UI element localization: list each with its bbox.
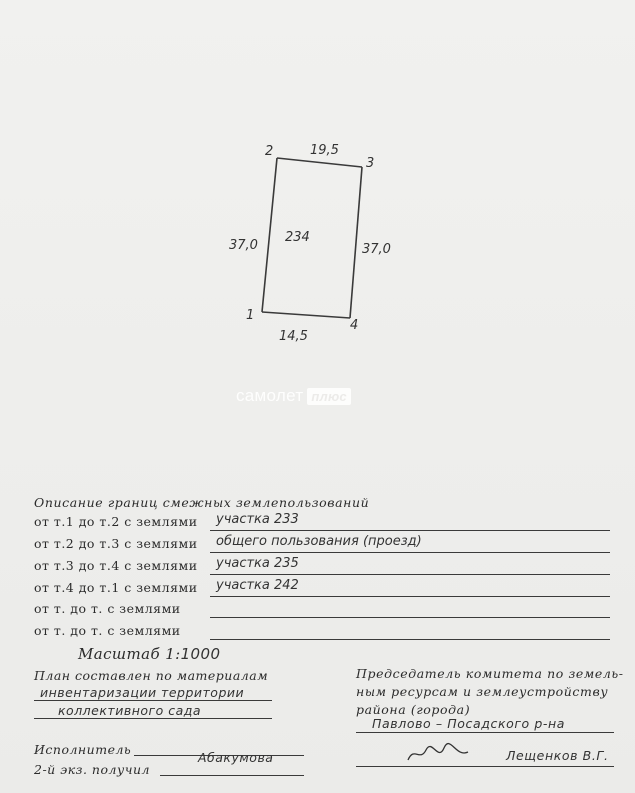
underline <box>210 530 610 531</box>
top-length-label: 19,5 <box>310 143 339 158</box>
boundary-row <box>34 623 614 643</box>
underline <box>356 766 614 767</box>
point-2-label: 2 <box>265 144 274 159</box>
boundary-row-prefix: от т.3 до т.4 с землями <box>34 558 198 573</box>
boundary-row <box>34 536 614 556</box>
underline <box>34 700 272 701</box>
executor-label: Исполнитель <box>34 742 132 757</box>
watermark-suffix: плюс <box>307 388 351 405</box>
point-1-label: 1 <box>246 308 255 323</box>
boundary-2-3 <box>277 158 362 167</box>
boundary-row-prefix: от т. до т. с землями <box>34 601 181 616</box>
boundary-row-value: общего пользования (проезд) <box>216 534 422 549</box>
compiled-label: План составлен по материалам <box>34 668 269 683</box>
compiled-line-1: инвентаризации территории <box>40 685 245 700</box>
chairman-line-3: района (города) <box>356 702 471 717</box>
description-title: Описание границ смежных землепользований <box>34 495 370 510</box>
watermark <box>236 386 351 406</box>
boundary-row-prefix: от т.4 до т.1 с землями <box>34 580 198 595</box>
plot-number-label: 234 <box>285 230 310 245</box>
compiled-line-2: коллективного сада <box>58 703 202 718</box>
boundary-row-value: участка 242 <box>216 578 299 593</box>
point-4-label: 4 <box>350 318 359 333</box>
watermark-brand: самолет <box>236 386 304 405</box>
boundary-4-1 <box>262 312 350 318</box>
boundary-row-value: участка 235 <box>216 556 299 571</box>
underline <box>356 732 614 733</box>
boundary-row <box>34 514 614 534</box>
underline <box>210 552 610 553</box>
boundary-3-4 <box>350 167 362 318</box>
boundary-row-prefix: от т. до т. с землями <box>34 623 181 638</box>
chairman-line-2: ным ресурсам и землеустройству <box>356 684 609 699</box>
chairman-signature <box>404 740 474 768</box>
chairman-region: Павлово – Посадского р-на <box>372 716 566 731</box>
underline <box>210 639 610 640</box>
boundary-row <box>34 558 614 578</box>
underline <box>210 574 610 575</box>
underline <box>210 596 610 597</box>
chairman-line-1: Председатель комитета по земель- <box>356 666 624 681</box>
underline <box>160 775 304 776</box>
scale-label <box>78 645 220 663</box>
underline <box>34 718 272 719</box>
right-length-label: 37,0 <box>362 242 391 257</box>
underline <box>210 617 610 618</box>
left-length-label: 37,0 <box>229 238 258 253</box>
boundary-row-prefix: от т.2 до т.3 с землями <box>34 536 198 551</box>
copy-received-label: 2-й экз. получил <box>34 762 151 777</box>
bottom-length-label: 14,5 <box>279 329 308 344</box>
scale-prefix: Масштаб 1: <box>78 645 181 663</box>
point-3-label: 3 <box>366 156 375 171</box>
chairman-name: Лещенков В.Г. <box>506 748 609 763</box>
boundary-1-2 <box>262 158 277 312</box>
boundary-row-prefix: от т.1 до т.2 с землями <box>34 514 198 529</box>
boundary-row-value: участка 233 <box>216 512 299 527</box>
boundary-row <box>34 580 614 600</box>
scale-value: 1000 <box>180 645 221 663</box>
executor-name: Абакумова <box>198 750 274 765</box>
boundary-row <box>34 601 614 621</box>
